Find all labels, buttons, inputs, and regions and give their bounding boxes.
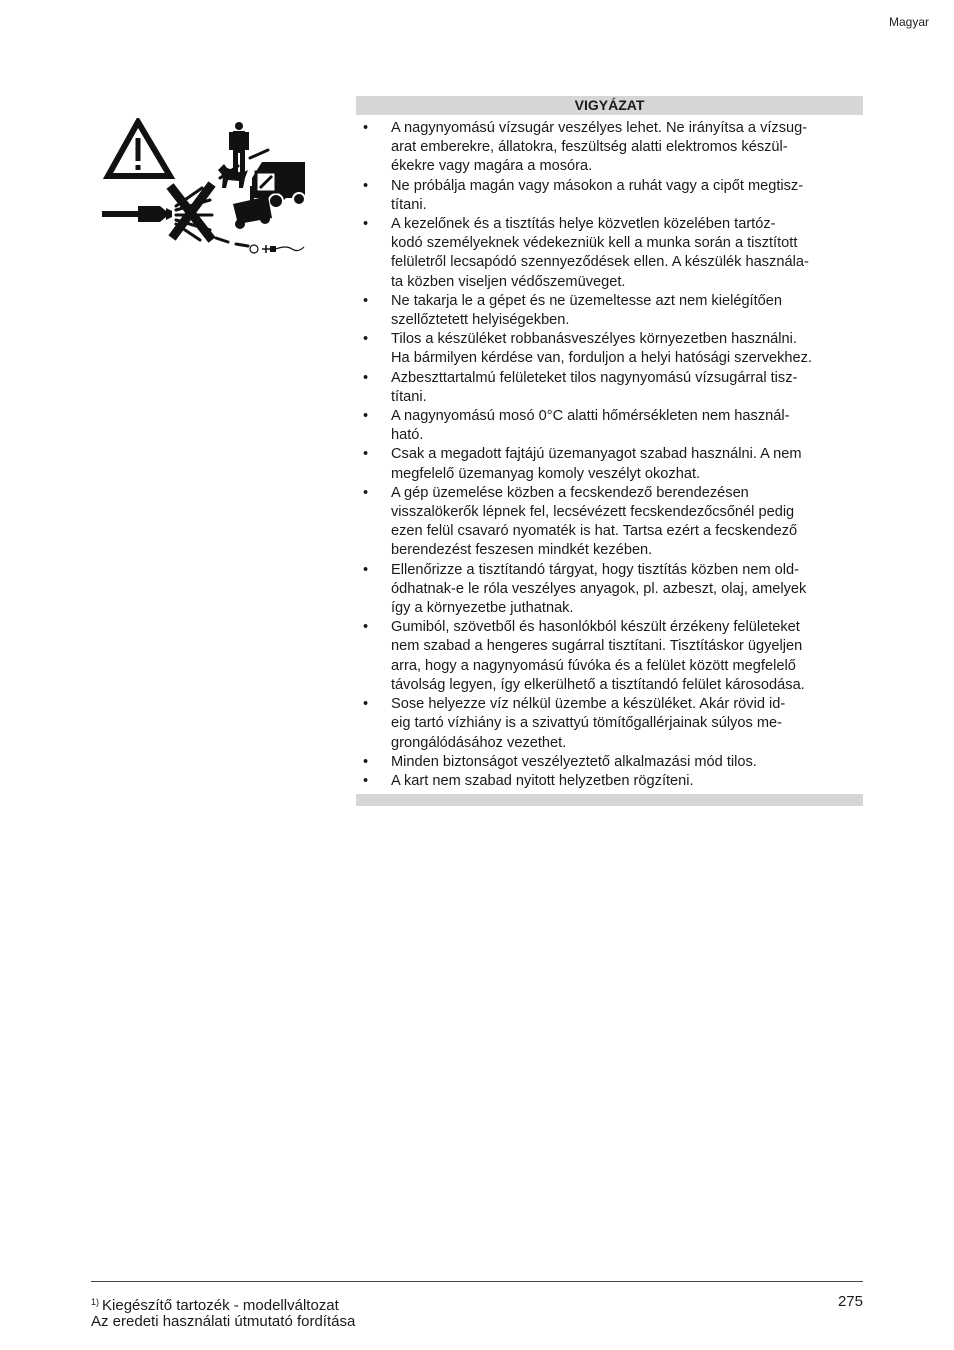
warning-list xyxy=(356,119,863,791)
warning-item-line: nem szabad a hengeres sugárral tisztítani. Tisztításkor ügyeljen xyxy=(391,638,803,655)
warning-item-line: ta közben viseljen védőszemüveget. xyxy=(391,273,626,290)
warning-triangle-icon xyxy=(108,122,170,176)
warning-box xyxy=(356,96,863,806)
warning-item-line: Azbeszttartalmú felületeket tilos nagynyomású vízsugárral tisz- xyxy=(391,369,798,386)
bullet: • xyxy=(363,177,369,194)
warning-item-line: kodó személyeknek védekezniük kell a munka során a tisztított xyxy=(391,235,798,252)
warning-item-line: megfelelő üzemanyag komoly veszélyt okozhat. xyxy=(391,465,701,482)
warning-item xyxy=(356,484,863,561)
warning-item xyxy=(356,753,863,772)
warning-item-line: eig tartó vízhiány is a szivattyú tömítőgallérjainak súlyos me- xyxy=(391,715,782,732)
warning-item-line: arat emberekre, állatokra, feszültség alatti elektromos készül- xyxy=(391,139,788,156)
warning-item-line: arra, hogy a nagynyomású fúvóka és a felület között megfelelő xyxy=(391,657,796,674)
warning-item xyxy=(356,618,863,695)
bullet: • xyxy=(363,408,369,425)
warning-item-line: títani. xyxy=(391,196,427,213)
bullet: • xyxy=(363,331,369,348)
warning-item xyxy=(356,369,863,407)
bullet: • xyxy=(363,772,369,789)
warning-item xyxy=(356,772,863,791)
bullet: • xyxy=(363,292,369,309)
warning-item xyxy=(356,695,863,753)
warning-item-line: Minden biztonságot veszélyeztető alkalmazási mód tilos. xyxy=(391,753,757,770)
safety-pictogram xyxy=(100,118,305,263)
warning-footer-bar xyxy=(356,794,863,806)
warning-item-line: grongálódásához vezethet. xyxy=(391,734,567,751)
warning-item-line: A nagynyomású mosó 0°C alatti hőmérsékleten nem használ- xyxy=(391,408,790,425)
page-number: 275 xyxy=(837,1293,863,1310)
bullet: • xyxy=(363,561,369,578)
warning-item-line: visszalökerők lépnek fel, lecsévézett fecskendezőcsőnél pedig xyxy=(391,504,795,521)
translation-note: Az eredeti használati útmutató fordítása xyxy=(91,1313,356,1330)
warning-item xyxy=(356,561,863,619)
warning-item xyxy=(356,292,863,330)
warning-item xyxy=(356,119,863,177)
bullet: • xyxy=(363,619,369,636)
electrical-device-icon xyxy=(256,172,276,192)
warning-item-line: A kart nem szabad nyitott helyzetben rögzíteni. xyxy=(391,772,694,789)
warning-item xyxy=(356,445,863,483)
warning-item-line: Ellenőrizze a tisztítandó tárgyat, hogy tisztítás közben nem old- xyxy=(391,561,800,578)
warning-item xyxy=(356,177,863,215)
warning-item-line: títani. xyxy=(391,388,427,405)
warning-item-line: Ne próbálja magán vagy másokon a ruhát vagy a cipőt megtisz- xyxy=(391,177,804,194)
warning-item-line: ezen felül csavaró nyomaték is hat. Tartsa ezért a fecskendező xyxy=(391,523,798,540)
warning-item-line: A kezelőnek és a tisztítás helye közvetlen közelében tartóz- xyxy=(391,216,776,233)
warning-item-line: távolság legyen, így elkerülhető a tisztítandó felület károsodása. xyxy=(391,676,805,693)
language-label: Magyar xyxy=(888,15,929,29)
warning-item-line: A gép üzemelése közben a fecskendező berendezésen xyxy=(391,484,749,501)
footnote-text: Kiegészítő tartozék - modellváltozat xyxy=(102,1297,339,1314)
bullet: • xyxy=(363,484,369,501)
warning-item-line: felületről lecsapódó szennyeződések ellen. A készülék használa- xyxy=(391,254,809,271)
warning-item-line: Ha bármilyen kérdése van, forduljon a helyi hatósági szervekhez. xyxy=(391,350,813,367)
bullet: • xyxy=(363,446,369,463)
warning-item xyxy=(356,407,863,445)
warning-item-line: ható. xyxy=(391,427,424,444)
bullet: • xyxy=(363,216,369,233)
bullet: • xyxy=(363,369,369,386)
warning-title: VIGYÁZAT xyxy=(356,96,863,115)
warning-item-line: Sose helyezze víz nélkül üzembe a készüléket. Akár rövid id- xyxy=(391,696,786,713)
footer-divider xyxy=(91,1281,863,1282)
warning-item xyxy=(356,215,863,292)
warning-item-line: Csak a megadott fajtájú üzemanyagot szabad használni. A nem xyxy=(391,446,802,463)
bullet: • xyxy=(363,120,369,136)
warning-item-line: berendezést feszesen mindkét kezében. xyxy=(391,542,653,559)
cross-icon xyxy=(170,184,212,240)
warning-item-line: ódhatnak-e le róla veszélyes anyagok, pl. azbeszt, olaj, amelyek xyxy=(391,580,807,597)
spray-lance-icon xyxy=(102,206,172,222)
warning-item-line: A nagynyomású vízsugár veszélyes lehet. Ne irányítsa a vízsug- xyxy=(391,120,808,136)
plug-icon xyxy=(250,245,304,253)
warning-item-line: szellőztetett helyiségekben. xyxy=(391,312,570,329)
warning-item-line: Gumiból, szövetből és hasonlókból készült érzékeny felületeket xyxy=(391,619,800,636)
warning-item-line: ékekre vagy magára a mosóra. xyxy=(391,158,593,175)
bullet: • xyxy=(363,753,369,770)
footnote-marker: 1) xyxy=(91,1297,100,1307)
warning-item xyxy=(356,330,863,368)
bullet: • xyxy=(363,696,369,713)
warning-item-line: Tilos a készüléket robbanásveszélyes környezetben használni. xyxy=(391,331,797,348)
warning-item-line: Ne takarja le a gépet és ne üzemeltesse azt nem kielégítően xyxy=(391,292,783,309)
warning-item-line: így a környezetbe juthatnak. xyxy=(391,600,574,617)
